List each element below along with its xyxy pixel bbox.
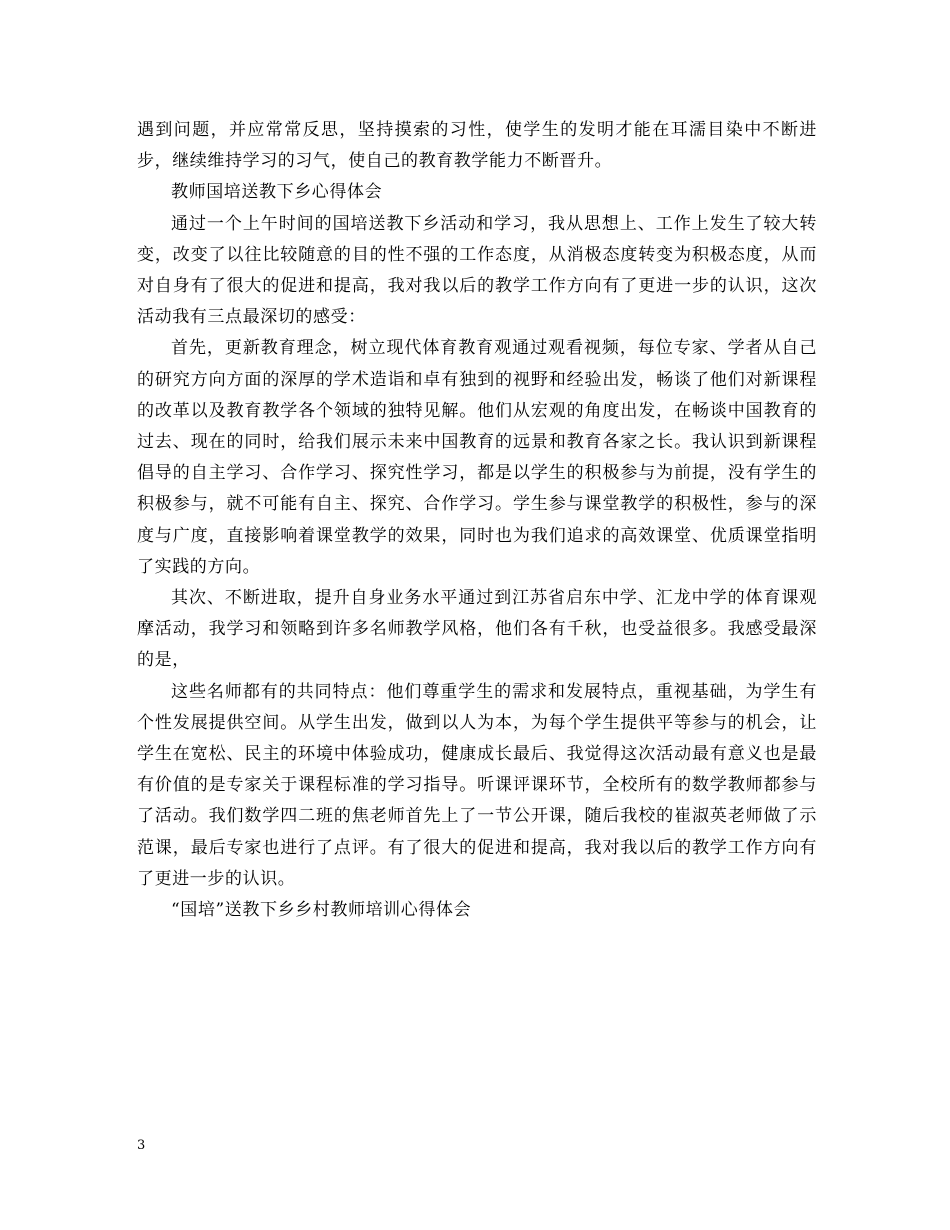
section-heading-rural-training: “国培”送教下乡乡村教师培训心得体会 [171, 900, 472, 921]
paragraph-continued: 遇到问题，并应常常反思，坚持摸索的习性，使学生的发明才能在耳濡目染中不断进步，继续维持学习的习气，使自己的教育教学能力不断晋升。 [137, 120, 817, 172]
section-heading-teacher-guopei: 教师国培送教下乡心得体会 [171, 182, 383, 203]
paragraph-intro: 通过一个上午时间的国培送教下乡活动和学习，我从思想上、工作上发生了较大转变，改变了以往比较随意的目的性不强的工作态度，从消极态度转变为积极态度，从而对自身有了很大的促进和提高，我对我以后的教学工作方向有了更进一步的认识，这次活动我有三点最深切的感受： [137, 213, 817, 328]
page-number: 3 [137, 1138, 146, 1153]
paragraph-first: 首先，更新教育理念，树立现代体育教育观通过观看视频，每位专家、学者从自己的研究方向方面的深厚的学术造诣和卓有独到的视野和经验出发，畅谈了他们对新课程的改革以及教育教学各个领域的独特见解。他们从宏观的角度出发，在畅谈中国教育的过去、现在的同时，给我们展示未来中国教育的远景和教育各家之长。我认识到新课程倡导的自主学习、合作学习、探究性学习，都是以学生的积极参与为前提，没有学生的积极参与，就不可能有自主、探究、合作学习。学生参与课堂教学的积极性，参与的深度与广度，直接影响着课堂教学的效果，同时也为我们追求的高效课堂、优质课堂指明了实践的方向。 [137, 338, 817, 577]
paragraph-second: 其次、不断进取，提升自身业务水平通过到江苏省启东中学、汇龙中学的体育课观摩活动，我学习和领略到许多名师教学风格，他们各有千秋，也受益很多。我感受最深的是， [137, 588, 817, 671]
paragraph-common-traits: 这些名师都有的共同特点：他们尊重学生的需求和发展特点，重视基础，为学生有个性发展提供空间。从学生出发，做到以人为本，为每个学生提供平等参与的机会，让学生在宽松、民主的环境中体验成功，健康成长最后、我觉得这次活动最有意义也是最有价值的是专家关于课程标准的学习指导。听课评课环节，全校所有的数学教师都参与了活动。我们数学四二班的焦老师首先上了一节公开课，随后我校的崔淑英老师做了示范课，最后专家也进行了点评。有了很大的促进和提高，我对我以后的教学工作方向有了更进一步的认识。 [137, 681, 817, 889]
document-body [137, 115, 817, 926]
